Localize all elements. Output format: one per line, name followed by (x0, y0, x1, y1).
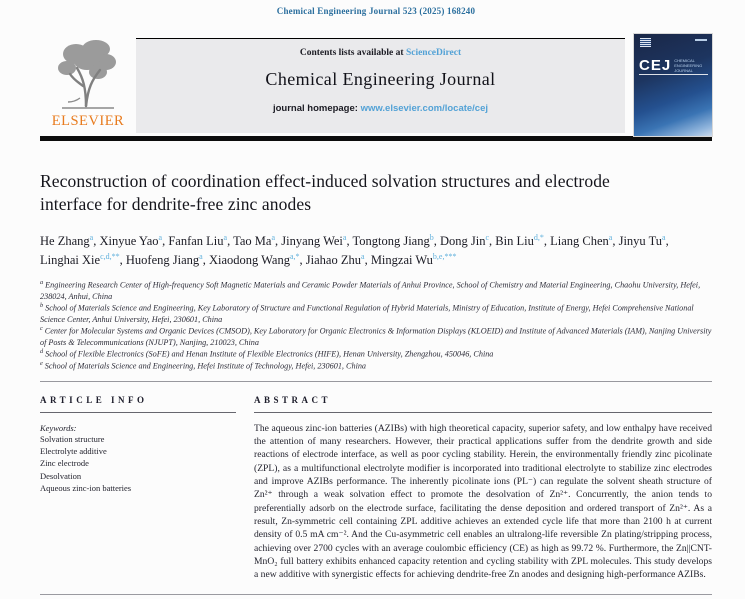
author-separator: , (119, 252, 126, 267)
affiliation-text: School of Materials Science and Engineering, Hefei Institute of Technology, Hefei, 230601, China (44, 361, 367, 371)
author-affiliation-superscript: c,d,** (100, 251, 120, 261)
author-affiliation-superscript: d,* (533, 232, 544, 242)
affiliation-text: Center for Molecular Systems and Organic Devices (CMSOD), Key Laboratory for Organic Electronics & Information Displays (KLOEID) and Institute of Advanced Materials (IAM), Nanjing University of Posts & Telecommunications (NJUPT), Nanjing, 210023, China (40, 326, 712, 347)
contents-prefix: Contents lists available at (299, 48, 406, 58)
author-separator: , (665, 233, 669, 248)
page-bottom-rule (40, 594, 712, 595)
cover-issue-text (695, 39, 707, 41)
affiliation-text: School of Materials Science and Engineering, Key Laboratory of Structure and Functional Regulation of Hybrid Materials, Ministry of Education, Institute of Energy, Hefei Comprehensive National Science Center, Anhui University, Hefei, 230601, China (40, 303, 694, 324)
author-separator: , (433, 233, 440, 248)
journal-cover-thumbnail (634, 34, 712, 136)
author-affiliation-superscript: b (429, 232, 434, 242)
author-separator: , (543, 233, 551, 248)
affiliation-label: d (40, 347, 44, 355)
author (99, 234, 168, 248)
homepage-line (136, 103, 625, 114)
affiliation-label: c (40, 324, 43, 332)
cover-line3: JOURNAL (674, 68, 693, 73)
author (371, 253, 457, 267)
keyword-item: Desolvation (40, 470, 82, 481)
author-affiliation-superscript: a (342, 232, 347, 242)
author-affiliation-superscript: a (662, 232, 666, 242)
author-affiliation-superscript: a (158, 232, 163, 242)
author-name: Jinyang Wei (281, 233, 343, 248)
author-name: Mingzai Wu (370, 252, 433, 267)
affiliation-list (40, 279, 712, 372)
author-affiliation-superscript: a (199, 251, 203, 261)
journal-citation: Chemical Engineering Journal 523 (2025) 168240 (276, 6, 476, 16)
author-name: He Zhang (40, 233, 90, 248)
affiliation-text: Engineering Research Center of High-frequency Soft Magnetic Materials and Ceramic Powder Materials of Anhui Province, School of Chemistry and Material Engineering, Chaohu University, Hefei, 238024, Anhui, China (40, 280, 701, 301)
affiliation-item (40, 302, 712, 325)
affiliation-label: e (40, 359, 43, 367)
author-affiliation-superscript: a (271, 232, 276, 242)
author-name: Tao Ma (233, 233, 272, 248)
contents-line (136, 48, 625, 58)
keyword-item: Aqueous zinc-ion batteries (40, 482, 132, 493)
author-name: Bin Liu (495, 233, 534, 248)
homepage-link[interactable]: www.elsevier.com/locate/cej (360, 103, 489, 114)
cover-line1: CHEMICAL (674, 58, 695, 63)
author (550, 234, 618, 248)
author (168, 234, 233, 248)
author-separator: , (612, 233, 619, 248)
masthead-box (136, 38, 625, 133)
cover-journal-name (674, 58, 702, 73)
author-separator: , (202, 252, 209, 267)
article-info-column (40, 395, 236, 582)
journal-title: Chemical Engineering Journal (265, 69, 496, 89)
abstract-column (254, 395, 712, 582)
elsevier-tree-icon (56, 38, 120, 112)
article-title: Reconstruction of coordination effect-induced solvation structures and electrode interface for dendrite-free zinc anodes (40, 170, 610, 215)
author (495, 234, 550, 248)
affiliation-text: School of Flexible Electronics (SoFE) and Henan Institute of Flexible Electronics (HIFE), Henan University, Zhengzhou, 450046, China (45, 349, 494, 359)
elsevier-logo (40, 38, 136, 136)
masthead-divider-bar (40, 136, 712, 141)
keyword-item: Electrolyte additive (40, 445, 107, 456)
article-info-heading: ARTICLE INFO (40, 394, 148, 405)
affiliation-item (40, 348, 712, 360)
journal-masthead-banner (40, 36, 712, 136)
author-name: Xinyue Yao (99, 233, 159, 248)
author-separator: , (364, 252, 371, 267)
author (209, 253, 306, 267)
abstract-heading: ABSTRACT (254, 394, 332, 405)
affiliation-label: b (40, 301, 44, 309)
keyword-item: Solvation structure (40, 433, 105, 444)
affiliation-label: a (40, 278, 44, 286)
affiliation-item (40, 325, 712, 348)
cover-cej-wordmark: CEJ (639, 57, 672, 74)
homepage-prefix: journal homepage: (272, 103, 361, 114)
author (40, 234, 99, 248)
author-separator: , (227, 233, 234, 248)
section-divider-rule (40, 381, 712, 382)
cover-title-row (639, 58, 708, 75)
author-separator: , (346, 233, 353, 248)
author-affiliation-superscript: c (485, 232, 490, 242)
elsevier-wordmark: ELSEVIER (51, 113, 125, 129)
author-name: Tongtong Jiang (352, 233, 430, 248)
author-name: Jinyu Tu (618, 233, 663, 248)
author-separator: , (275, 233, 282, 248)
author (619, 234, 669, 248)
author-affiliation-superscript: a (89, 232, 94, 242)
info-abstract-columns (40, 395, 712, 582)
abstract-text: The aqueous zinc-ion batteries (AZIBs) with high theoretical capacity, superior safety, and low enthalpy have received the attention of many researchers. However, their practical applications suffer from the dendrite growth and side reactions of electrode interface, as well as poor cycling stability. Herein, the environmentally friendly zinc picolinate (ZPL), as a multifunctional electrolyte modifier is incorporated into traditional electrolyte to stabilize zinc electrodes and improve AZIBs performance. The inherently picolinate ions (PL⁻) can regulate the solvent sheath structure of Zn²⁺ through a weak solvation effect to promote the desolvation of Zn²⁺. Concurrently, the anion tends to preferentially adsorb on the electrode surface, facilitating the dense deposition and ordered transport of Zn²⁺. As a result, Zn-symmetric cell containing ZPL additive achieves an extended cycle life that more than 2100 h at current density of 0.5 mA cm⁻². And the Cu-asymmetric cell enables an ultralong-life reversible Zn plating/stripping process, achieving over 2700 cycles with an average coulombic efficiency (CE) as high as 99.72 %. Furthermore, the Zn||CNT-MnO₂ full battery exhibits enhanced capacity retention and cycling stability with ZPL molecules. This study develops a new additive with synergistic effects for achieving dendrite-free Zn anodes and designing high-performance AZIBs. (254, 422, 712, 581)
author (440, 234, 495, 248)
abstract-rule (254, 412, 712, 413)
author-affiliation-superscript: b,e,*** (432, 251, 457, 261)
author-affiliation-superscript: a (361, 251, 365, 261)
keywords-label: Keywords: (40, 422, 77, 433)
author-affiliation-superscript: a (608, 232, 613, 242)
cover-barcode-icon (640, 38, 651, 47)
author (352, 234, 440, 248)
author-separator: , (162, 233, 169, 248)
author-name: Xiaodong Wang (208, 252, 290, 267)
author (233, 234, 281, 248)
author-name: Huofeng Jiang (125, 252, 200, 267)
article-info-rule (40, 412, 236, 413)
author-separator: , (299, 252, 306, 267)
author-separator: , (93, 233, 100, 248)
keyword-item: Zinc electrode (40, 458, 89, 469)
author-list (40, 231, 688, 269)
sciencedirect-link[interactable]: ScienceDirect (405, 48, 462, 58)
author-affiliation-superscript: a,* (289, 251, 300, 261)
author-separator: , (489, 233, 496, 248)
cover-line2: ENGINEERING (674, 63, 703, 68)
affiliation-item (40, 360, 712, 372)
author (40, 253, 126, 267)
author (306, 253, 371, 267)
author (126, 253, 209, 267)
author-name: Fanfan Liu (168, 233, 224, 248)
affiliation-item (40, 279, 712, 302)
author (281, 234, 352, 248)
author-affiliation-superscript: a (223, 232, 228, 242)
author-name: Linghai Xie (40, 252, 101, 267)
author-name: Dong Jin (439, 233, 486, 248)
author-name: Liang Chen (550, 233, 609, 248)
author-name: Jiahao Zhu (305, 252, 361, 267)
